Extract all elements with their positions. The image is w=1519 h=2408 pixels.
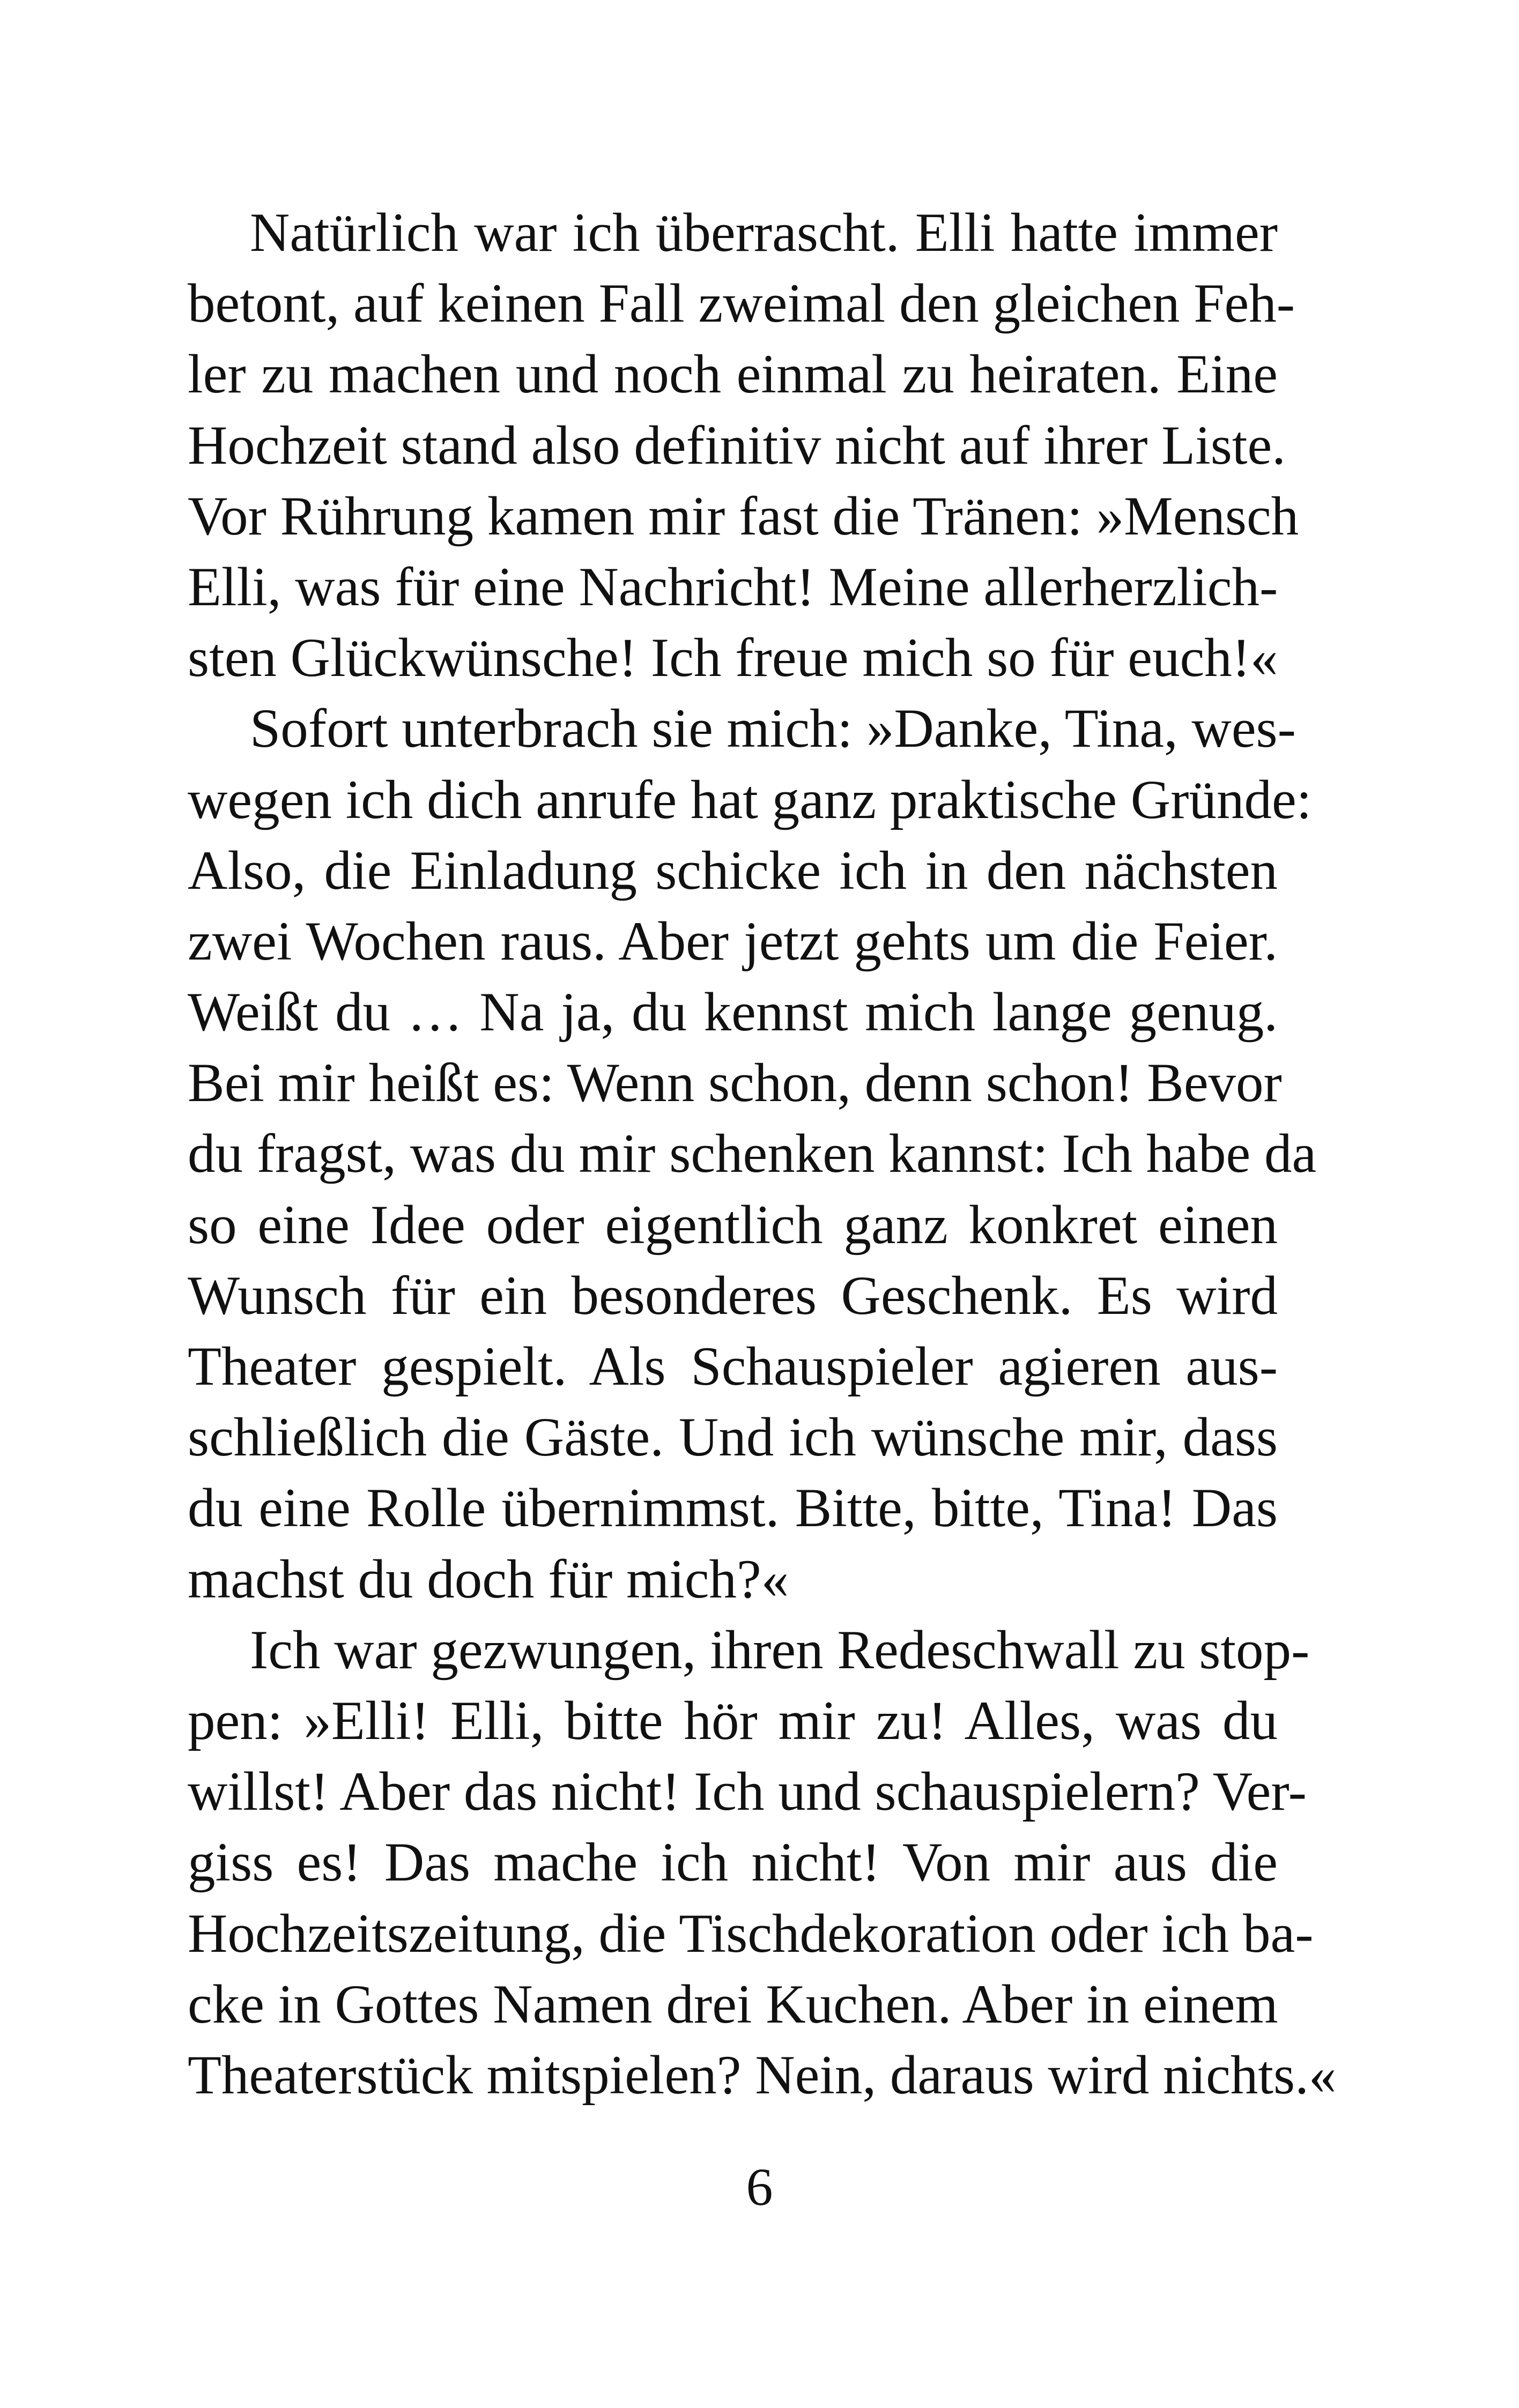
text-line: Elli, was für eine Nachricht! Meine allerherzlich-	[188, 556, 1278, 618]
text-line: ler zu machen und noch einmal zu heiraten. Eine	[188, 344, 1278, 405]
text-line: Hochzeitszeitung, die Tischdekoration oder ich ba-	[188, 1902, 1314, 1964]
text-line: Theater gespielt. Als Schauspieler agieren aus-	[188, 1336, 1278, 1397]
text-line: Vor Rührung kamen mir fast die Tränen: »Mensch	[188, 485, 1299, 547]
page-number: 6	[746, 2157, 773, 2217]
text-line: so eine Idee oder eigentlich ganz konkret einen	[188, 1194, 1278, 1255]
text-line: Theaterstück mitspielen? Nein, daraus wird nichts.«	[188, 2044, 1337, 2106]
text-line: pen: »Elli! Elli, bitte hör mir zu! Alles, was du	[188, 1690, 1278, 1751]
text-line: cke in Gottes Namen drei Kuchen. Aber in einem	[188, 1973, 1278, 2035]
text-line: Weißt du … Na ja, du kennst mich lange genug.	[188, 982, 1278, 1043]
text-line: zwei Wochen raus. Aber jetzt gehts um die Feier.	[188, 910, 1278, 972]
body-text	[188, 197, 1337, 2110]
text-line: du eine Rolle übernimmst. Bitte, bitte, Tina! Das	[188, 1477, 1278, 1539]
text-line: Ich war gezwungen, ihren Redeschwall zu stop-	[250, 1619, 1310, 1681]
text-line: du fragst, was du mir schenken kannst: Ich habe da	[188, 1123, 1317, 1185]
text-line: Hochzeit stand also definitiv nicht auf ihrer Liste.	[188, 414, 1286, 476]
text-line: Natürlich war ich überrascht. Elli hatte immer	[250, 202, 1278, 263]
text-line: sten Glückwünsche! Ich freue mich so für euch!«	[188, 627, 1278, 689]
text-line: giss es! Das mache ich nicht! Von mir aus die	[188, 1832, 1278, 1893]
text-line: betont, auf keinen Fall zweimal den gleichen Feh-	[188, 273, 1295, 335]
text-line: Wunsch für ein besonderes Geschenk. Es wird	[188, 1265, 1278, 1326]
text-line: Sofort unterbrach sie mich: »Danke, Tina, wes-	[250, 698, 1296, 760]
text-line: Bei mir heißt es: Wenn schon, denn schon! Bevor	[188, 1052, 1282, 1114]
text-line: wegen ich dich anrufe hat ganz praktische Gründe:	[188, 769, 1312, 830]
text-line: Also, die Einladung schicke ich in den nächsten	[188, 839, 1278, 901]
text-line: machst du doch für mich?«	[188, 1548, 789, 1610]
text-line: schließlich die Gäste. Und ich wünsche mir, dass	[188, 1407, 1278, 1468]
text-line: willst! Aber das nicht! Ich und schauspielern? Ver-	[188, 1761, 1307, 1823]
